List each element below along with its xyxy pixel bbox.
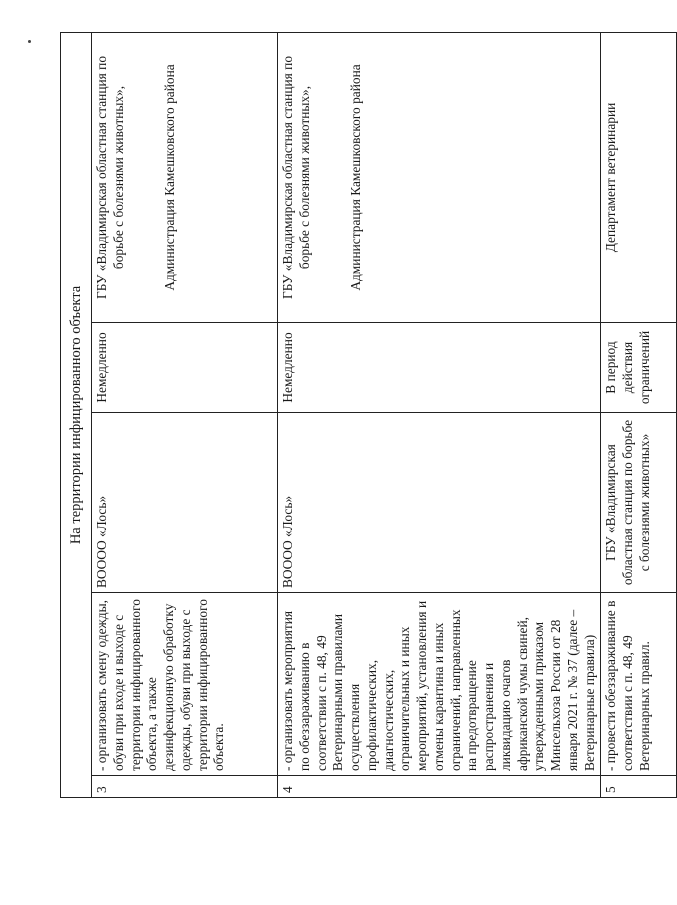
measure-cell: - организовать смену одежды, обуви при входе и выходе с территории инфицированного объекта, а также дезинфекционную обработку одежды, обуви при выходе с территории инфицированного объекта. — [92, 593, 278, 776]
responsible-cell — [601, 32, 677, 322]
measure-cell: - провести обеззараживание в соответствии с п. 48, 49 Ветеринарных правил. — [601, 593, 677, 776]
row-number: 3 — [92, 776, 278, 798]
executor-cell: ГБУ «Владимирская областная станция по борьбе с болезнями животных» — [601, 413, 677, 593]
deadline-cell: Немедленно — [278, 323, 601, 413]
responsible-primary: ГБУ «Владимирская областная станция по борьбе с болезнями животных», — [280, 55, 312, 300]
row-number: 4 — [278, 776, 601, 798]
scan-speck — [28, 40, 31, 43]
responsible-primary: Департамент ветеринарии — [603, 102, 619, 253]
executor-cell: ВОООО «Лось» — [92, 413, 278, 593]
deadline-cell: В период действия ограничений — [601, 323, 677, 413]
responsible-cell — [278, 32, 601, 322]
table-row — [601, 32, 677, 797]
deadline-cell: Немедленно — [92, 323, 278, 413]
table-row — [278, 32, 601, 797]
responsible-secondary: Администрация Камешковского района — [161, 64, 177, 291]
rotated-table-sheet — [60, 33, 652, 798]
measures-table — [60, 32, 677, 798]
responsible-primary: ГБУ «Владимирская областная станция по борьбе с болезнями животных», — [94, 55, 126, 300]
section-header: На территории инфицированного объекта — [61, 32, 92, 797]
responsible-secondary: Администрация Камешковского района — [347, 64, 363, 291]
table-row — [92, 32, 278, 797]
executor-cell: ВОООО «Лось» — [278, 413, 601, 593]
responsible-cell — [92, 32, 278, 322]
measure-cell: - организовать мероприятия по обеззараживанию в соответствии с п. 48, 49 Ветеринарными правилами осуществления профилактических, диагностических, ограничительных и иных мероприятий, установления и отмены карантина и иных ограничений, направленных на предотвращение распространения и ликвидацию очагов африканской чумы свиней, утвержденными приказом Минсельхоза России от 28 января 2021 г. № 37 (далее – Ветеринарные правила) — [278, 593, 601, 776]
row-number: 5 — [601, 776, 677, 798]
